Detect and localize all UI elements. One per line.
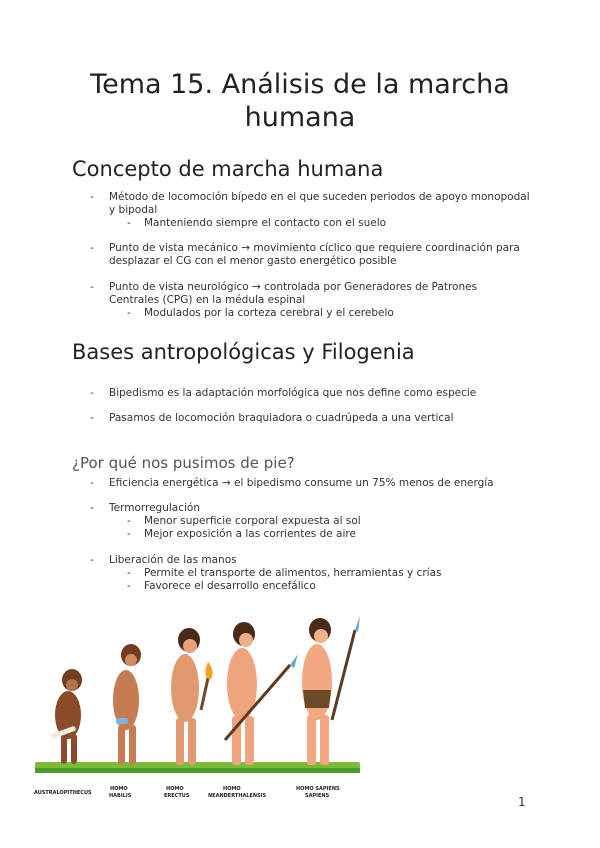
- sub-list-item: - Manteniendo siempre el contacto con el suelo: [127, 217, 387, 229]
- bullet-dash: -: [90, 502, 94, 514]
- human-evolution-illustration: [30, 610, 370, 810]
- australopithecus-figure: [50, 669, 82, 764]
- list-item: - Método de locomoción bípedo en el que suceden periodos de apoyo monopodal y bipodal: [90, 191, 530, 216]
- bullet-dash: -: [90, 281, 94, 293]
- bullet-dash: -: [127, 307, 131, 319]
- bullet-dash: -: [127, 580, 131, 592]
- bullet-dash: -: [90, 387, 94, 399]
- homo-habilis-figure: [113, 644, 141, 765]
- sub-list-item: - Permite el transporte de alimentos, herramientas y crías: [127, 567, 442, 579]
- evo-label-neanderthal-1: HOMO: [223, 786, 241, 792]
- bullet-dash: -: [127, 515, 131, 527]
- bullet-dash: -: [90, 554, 94, 566]
- evo-label-erectus-1: HOMO: [166, 786, 184, 792]
- list-item: - Pasamos de locomoción braquiadora o cuadrúpeda a una vertical: [90, 412, 454, 424]
- bullet-dash: -: [127, 528, 131, 540]
- evo-label-habilis-2: HABILIS: [109, 793, 132, 799]
- sub-list-item: - Menor superficie corporal expuesta al sol: [127, 515, 361, 527]
- bullet-dash: -: [127, 567, 131, 579]
- evo-label-australopithecus: AUSTRALOPITHECUS: [34, 790, 92, 796]
- evo-label-sapiens-1: HOMO SAPIENS: [296, 786, 340, 792]
- sub-list-item: - Modulados por la corteza cerebral y el cerebelo: [127, 307, 394, 319]
- bullet-dash: -: [90, 412, 94, 424]
- list-item: - Bipedismo es la adaptación morfológica que nos define como especie: [90, 387, 477, 399]
- section-heading-bases: Bases antropológicas y Filogenia: [72, 340, 415, 364]
- bullet-dash: -: [90, 242, 94, 254]
- list-item: - Punto de vista neurológico → controlada por Generadores de Patrones Centrales (CPG) en la médula espinal: [90, 281, 478, 306]
- list-item: - Liberación de las manos: [90, 554, 237, 566]
- list-item: - Termorregulación: [90, 502, 200, 514]
- sub-list-item: - Mejor exposición a las corrientes de aire: [127, 528, 356, 540]
- homo-sapiens-figure: [302, 616, 360, 765]
- bullet-dash: -: [127, 217, 131, 229]
- evo-label-neanderthal-2: NEANDERTHALENSIS: [208, 793, 267, 799]
- page-title: Tema 15. Análisis de la marcha humana: [90, 69, 510, 133]
- section-heading-concepto: Concepto de marcha humana: [72, 157, 384, 181]
- evo-label-erectus-2: ERECTUS: [164, 793, 190, 799]
- homo-neanderthalensis-figure: [225, 622, 298, 765]
- list-item: - Eficiencia energética → el bipedismo consume un 75% menos de energía: [90, 477, 494, 489]
- sub-list-item: - Favorece el desarrollo encefálico: [127, 580, 316, 592]
- page-number: 1: [518, 795, 526, 809]
- bullet-dash: -: [90, 477, 94, 489]
- evo-label-habilis-1: HOMO: [110, 786, 128, 792]
- bullet-dash: -: [90, 191, 94, 203]
- list-item: - Punto de vista mecánico → movimiento cíclico que requiere coordinación para desplazar el CG con el menor gasto energético posible: [90, 242, 520, 267]
- grass-shadow: [35, 768, 360, 773]
- homo-erectus-figure: [171, 628, 213, 765]
- evo-label-sapiens-2: SAPIENS: [305, 793, 330, 799]
- subsection-heading: ¿Por qué nos pusimos de pie?: [72, 454, 295, 472]
